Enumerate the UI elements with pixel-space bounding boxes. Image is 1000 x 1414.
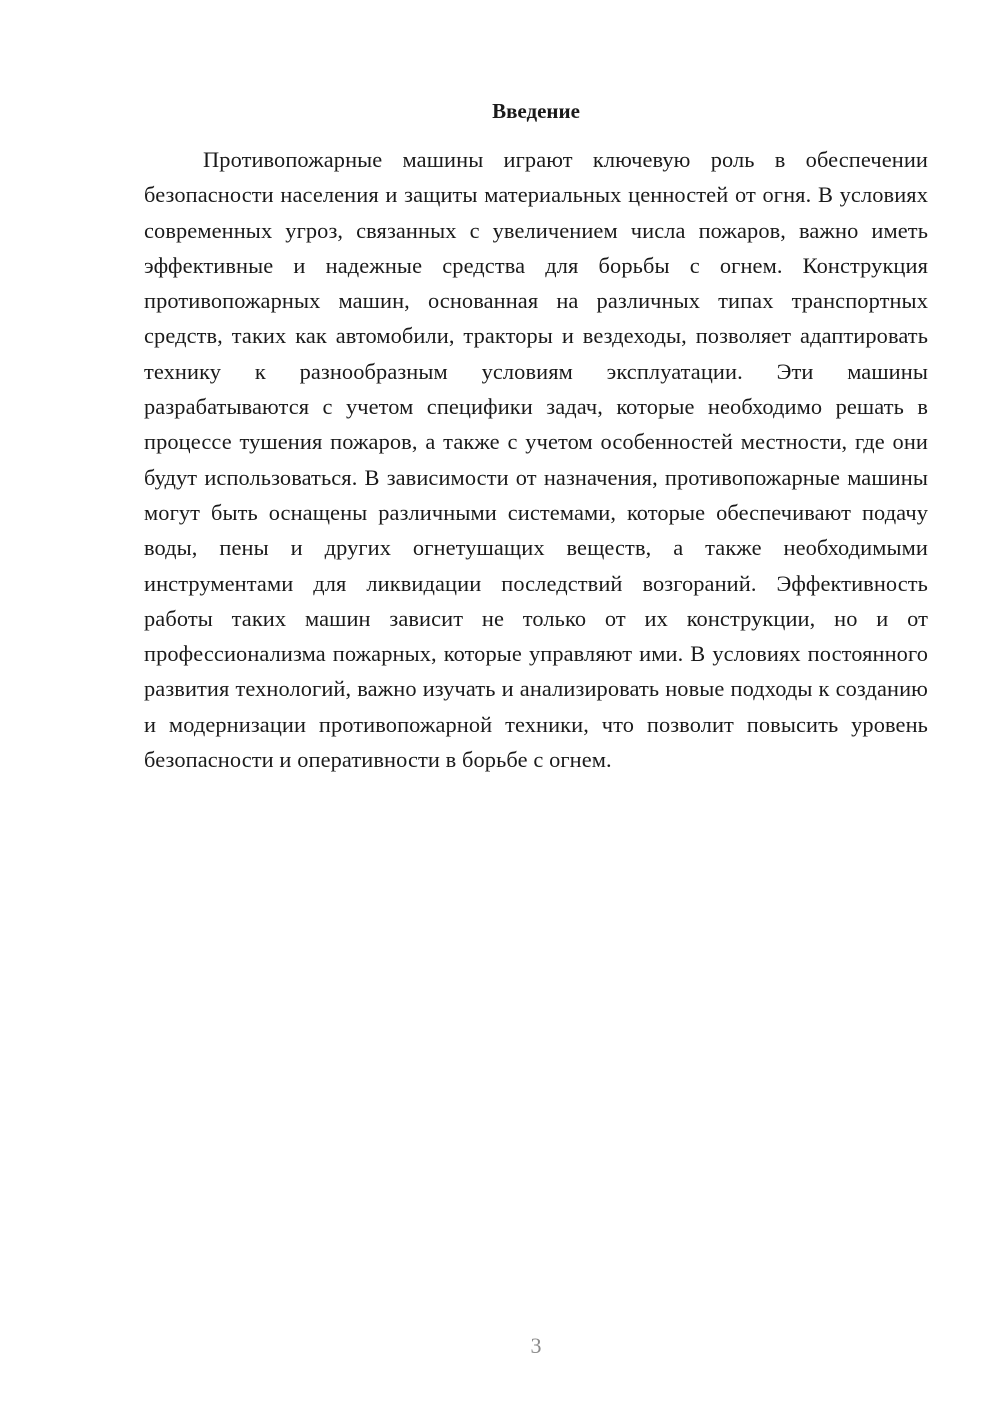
section-heading: Введение [492,99,580,123]
body-paragraph: Противопожарные машины играют ключевую роль в обеспечении безопасности населения и защиты материальных ценностей от огня. В условиях современных угроз, связанных с увеличением числа пожаров, важно иметь эффективные и надежные средства для борьбы с огнем. Конструкция противопожарных машин, основанная на различных типах транспортных средств, таких как автомобили, тракторы и вездеходы, позволяет адаптировать технику к разнообразным условиям эксплуатации. Эти машины разрабатываются с учетом специфики задач, которые необходимо решать в процессе тушения пожаров, а также с учетом особенностей местности, где они будут использоваться. В зависимости от назначения, противопожарные машины могут быть оснащены различными системами, которые обеспечивают подачу воды, пены и других огнетушащих веществ, а также необходимыми инструментами для ликвидации последствий возгораний. Эффективность работы таких машин зависит не только от их конструкции, но и от профессионализма пожарных, которые управляют ими. В условиях постоянного развития технологий, важно изучать и анализировать новые подходы к созданию и модернизации противопожарной техники, что позволит повысить уровень безопасности и оперативности в борьбе с огнем. [144,147,928,773]
page-number: 3 [530,1333,542,1358]
